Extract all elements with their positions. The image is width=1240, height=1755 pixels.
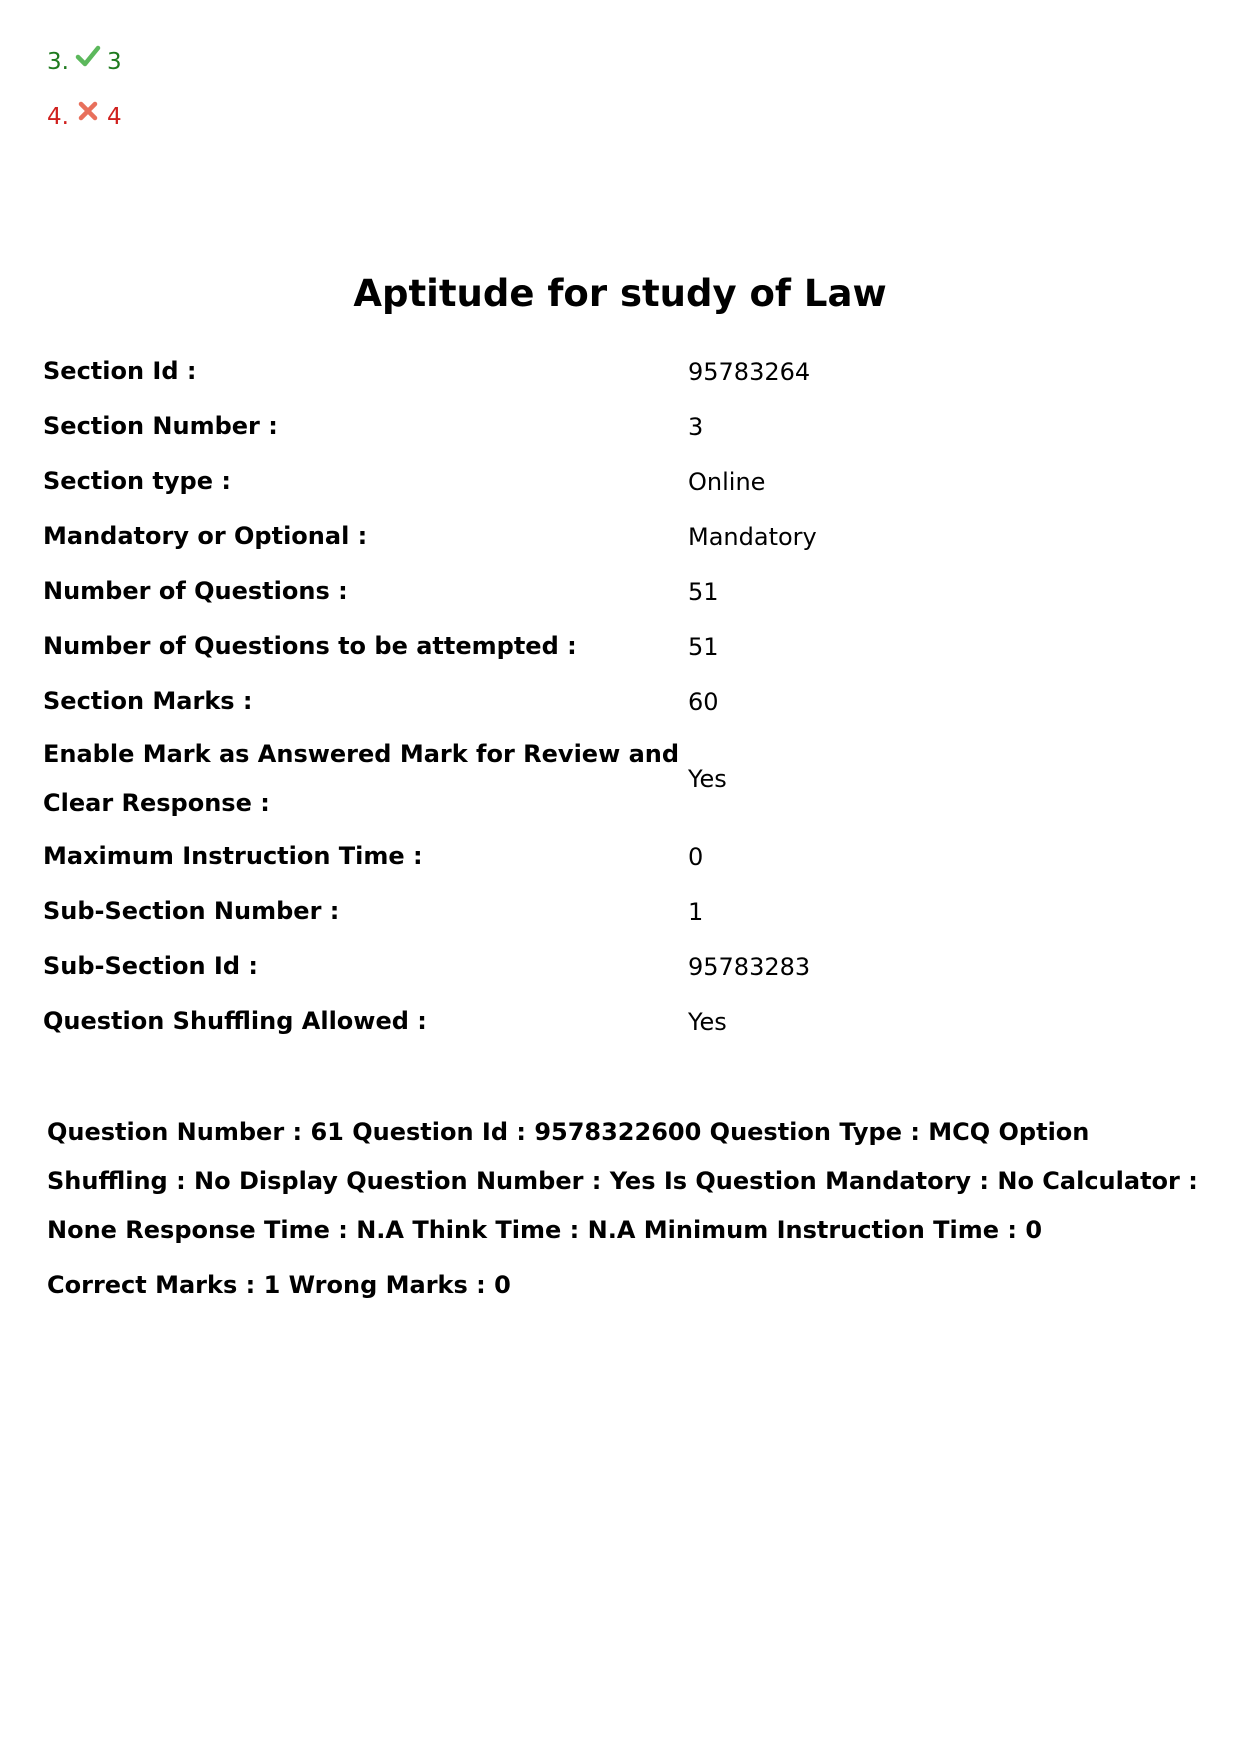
info-row-mandatory <box>43 509 1193 564</box>
question-meta-text: Question Number : 61 Question Id : 9578322600 Question Type : MCQ Option Shuffling : No Display Question Number : Yes Is Question Mandatory : No Calculator : None Response Time : N.A Think Time : N.A Minimum Instruction Time : 0 <box>47 1118 1198 1244</box>
info-value: 1 <box>688 897 704 926</box>
info-row-section-id <box>43 344 1193 399</box>
info-value: 51 <box>688 577 719 606</box>
info-value: Mandatory <box>688 522 817 551</box>
info-value: Yes <box>688 1007 727 1036</box>
info-row-section-number <box>43 399 1193 454</box>
option-text: 4 <box>106 104 122 130</box>
option-3 <box>47 42 122 82</box>
info-value: Yes <box>688 765 727 793</box>
info-value: Online <box>688 467 766 496</box>
info-label: Number of Questions to be attempted : <box>43 632 577 660</box>
info-label: Enable Mark as Answered Mark for Review and Clear Response : <box>43 740 680 817</box>
info-label: Mandatory or Optional : <box>43 522 368 550</box>
info-value: 0 <box>688 842 704 871</box>
section-info-table <box>43 344 1193 1049</box>
option-4 <box>47 97 122 137</box>
answer-options <box>47 42 122 152</box>
info-row-questions-to-attempt <box>43 619 1193 674</box>
option-text: 3 <box>106 49 122 75</box>
info-label: Section Id : <box>43 357 197 385</box>
info-row-max-instruction-time <box>43 829 1193 884</box>
info-row-sub-section-id <box>43 939 1193 994</box>
info-label: Sub-Section Number : <box>43 897 340 925</box>
info-label: Section Marks : <box>43 687 253 715</box>
info-row-section-type <box>43 454 1193 509</box>
cross-icon <box>75 98 101 124</box>
question-meta <box>47 1108 1207 1310</box>
info-label: Section Number : <box>43 412 278 440</box>
info-row-sub-section-number <box>43 884 1193 939</box>
option-number: 4. <box>47 104 69 130</box>
info-value: 60 <box>688 687 719 716</box>
check-icon <box>75 43 101 69</box>
info-label: Section type : <box>43 467 231 495</box>
info-row-number-of-questions <box>43 564 1193 619</box>
info-row-section-marks <box>43 674 1193 729</box>
section-title: Aptitude for study of Law <box>353 272 887 315</box>
info-label: Question Shuffling Allowed : <box>43 1007 427 1035</box>
info-value: 95783283 <box>688 952 811 981</box>
question-marks: Correct Marks : 1 Wrong Marks : 0 <box>47 1271 511 1299</box>
info-label: Number of Questions : <box>43 577 348 605</box>
info-value: 51 <box>688 632 719 661</box>
info-value: 95783264 <box>688 357 811 386</box>
info-value: 3 <box>688 412 704 441</box>
info-row-enable-mark <box>43 729 1193 829</box>
info-label: Sub-Section Id : <box>43 952 258 980</box>
info-label: Maximum Instruction Time : <box>43 842 423 870</box>
option-number: 3. <box>47 49 69 75</box>
info-row-question-shuffling <box>43 994 1193 1049</box>
